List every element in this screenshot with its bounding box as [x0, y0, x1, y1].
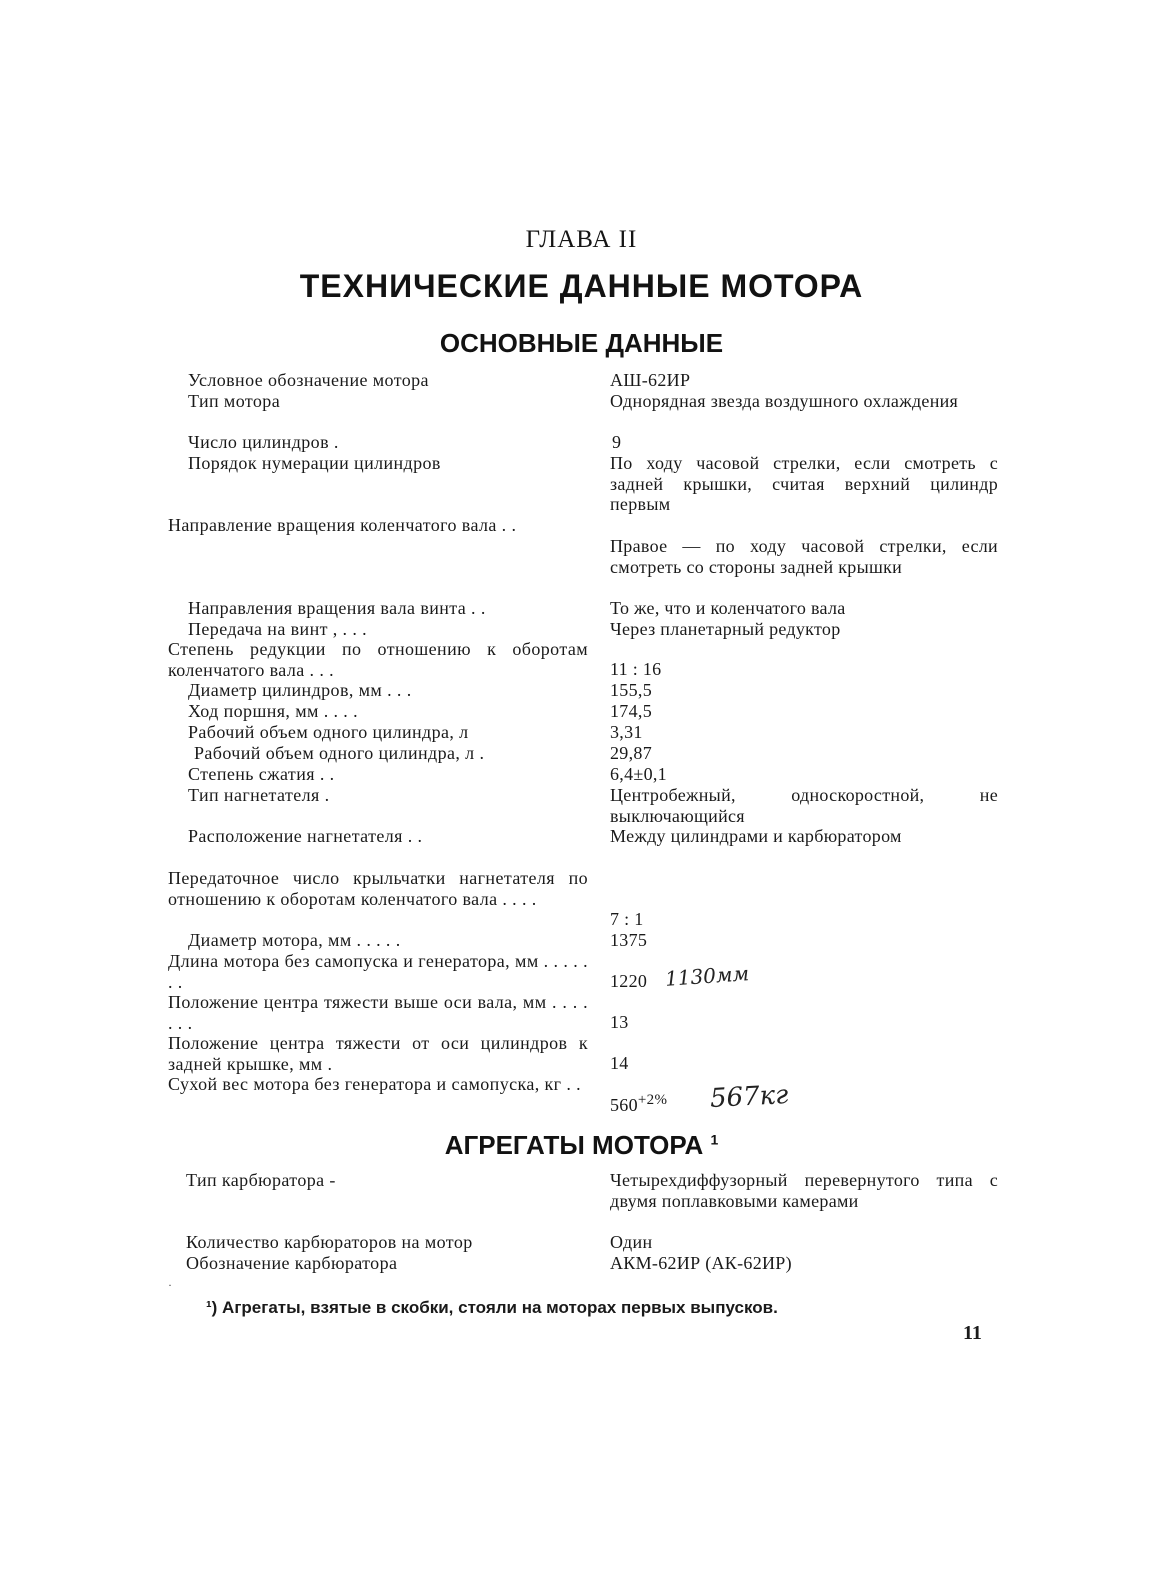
stray-mark: · — [168, 1278, 172, 1292]
spec-label: Обозначение карбюратора — [186, 1253, 398, 1273]
spec-value: Центробежный, односкоростной, не выключающийся — [610, 785, 998, 826]
spec-label: Рабочий объем одного цилиндра, л . — [194, 743, 485, 763]
spec-label: Передача на винт , . . . — [188, 619, 368, 639]
spec-value: Через планетарный редуктор — [610, 619, 841, 639]
page-title: ТЕХНИЧЕСКИЕ ДАННЫЕ МОТОРА — [299, 268, 864, 304]
spec-value: 1220 — [610, 971, 648, 991]
spec-label: Сухой вес мотора без генератора и самопуска, кг . . — [168, 1074, 582, 1094]
spec-value: Между цилиндрами и карбюратором — [610, 826, 902, 846]
page-number: 11 — [963, 1322, 982, 1344]
spec-value: 29,87 — [610, 743, 652, 763]
spec-value: Однорядная звезда воздушного охлаждения — [610, 391, 959, 411]
spec-value: 174,5 — [610, 701, 652, 721]
section-heading-main-data: ОСНОВНЫЕ ДАННЫЕ — [439, 328, 724, 358]
chapter-label: ГЛАВА II — [525, 226, 638, 253]
spec-label: Число цилиндров . — [188, 432, 339, 452]
spec-label: Расположение нагнетателя . . — [188, 826, 423, 846]
spec-value: По ходу часовой стрелки, если смотреть с задней крышки, считая верхний цилиндр первым — [610, 453, 998, 514]
spec-label: Степень редукции по отношению к оборотам коленчатого вала . . . — [168, 639, 588, 680]
spec-label: Условное обозначение мотора — [188, 370, 429, 390]
spec-label: Тип мотора — [188, 391, 281, 411]
spec-label: Степень сжатия . . — [188, 764, 335, 784]
spec-value: 11 : 16 — [610, 659, 662, 679]
spec-label: Положение центра тяжести от оси цилиндров к задней крышке, мм . — [168, 1033, 588, 1074]
spec-value: 1375 — [610, 930, 648, 950]
spec-value: АКМ-62ИР (АК-62ИР) — [610, 1253, 792, 1273]
spec-label: Порядок нумерации цилиндров — [188, 453, 441, 473]
spec-value: 9 — [612, 432, 622, 452]
spec-label: Ход поршня, мм . . . . — [188, 701, 358, 721]
spec-value: То же, что и коленчатого вала — [610, 598, 846, 618]
spec-label: Диаметр цилиндров, мм . . . — [188, 680, 412, 700]
footnote-marker: 1 — [710, 1131, 719, 1148]
spec-label: Положение центра тяжести выше оси вала, мм . . . . . . . — [168, 992, 588, 1033]
spec-value: 3,31 — [610, 722, 643, 742]
spec-value: 6,4±0,1 — [610, 764, 667, 784]
spec-value: 155,5 — [610, 680, 652, 700]
spec-value: Правое — по ходу часовой стрелки, если смотреть со стороны задней крышки — [610, 536, 998, 577]
footnote: ¹) Агрегаты, взятые в скобки, стояли на моторах первых выпусков. — [206, 1298, 778, 1317]
spec-label: Длина мотора без самопуска и генератора, мм . . . . . . . — [168, 951, 588, 992]
weight-value: 560 — [610, 1095, 638, 1115]
spec-value: АШ-62ИР — [610, 370, 691, 390]
spec-value: Четырехдиффузорный перевернутого типа с двумя поплавковыми камерами — [610, 1170, 998, 1211]
spec-label: Направление вращения коленчатого вала . . — [168, 515, 517, 535]
spec-value: 7 : 1 — [610, 909, 644, 929]
spec-label: Тип нагнетателя . — [188, 785, 330, 805]
handwritten-weight-note: 567кг — [709, 1079, 790, 1115]
spec-label: Количество карбюраторов на мотор — [186, 1232, 473, 1252]
weight-tolerance: +2% — [637, 1092, 668, 1108]
spec-label: Направления вращения вала винта . . — [188, 598, 486, 618]
spec-value: 14 — [610, 1053, 629, 1073]
spec-label: Рабочий объем одного цилиндра, л — [188, 722, 469, 742]
section-heading-aggregates: АГРЕГАТЫ МОТОРА $^1$ — [444, 1130, 719, 1160]
spec-value: Один — [610, 1232, 653, 1252]
spec-label: Диаметр мотора, мм . . . . . — [188, 930, 401, 950]
handwritten-length-note: 1130мм — [664, 961, 750, 991]
spec-label: Тип карбюратора - — [186, 1170, 336, 1190]
spec-label: Передаточное число крыльчатки нагнетателя по отношению к оборотам коленчатого вала . . . . — [168, 868, 588, 909]
spec-value: 13 — [610, 1012, 629, 1032]
